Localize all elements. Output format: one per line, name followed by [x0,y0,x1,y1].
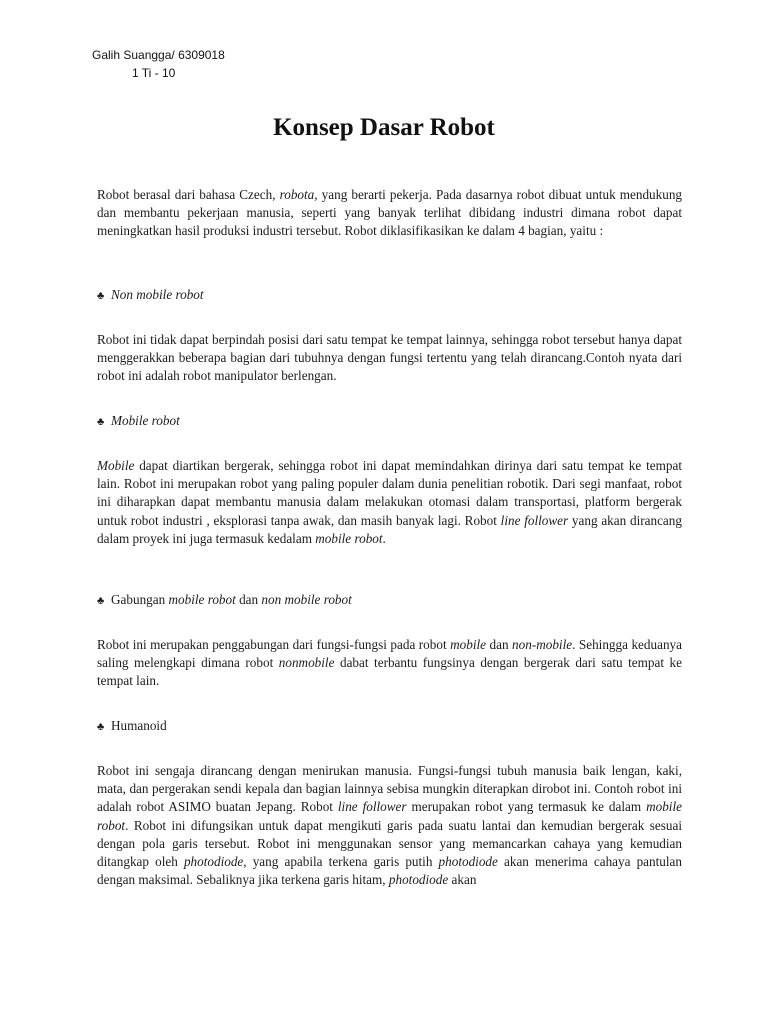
italic-run: line follower [337,799,407,815]
text-run: akan [448,872,477,888]
italic-run: nonmobile [278,655,335,671]
italic-run: photodiode [388,872,449,888]
italic-run: non mobile robot [261,592,352,607]
text-run: . [382,530,386,546]
bullet-heading-non-mobile [97,286,204,305]
heading-text: Humanoid [111,718,167,733]
intro-paragraph [97,186,682,241]
italic-run: photodiode [438,854,498,870]
italic-run: mobile robot [168,592,236,607]
club-bullet-icon: ♣ [97,290,105,302]
text-run: Robot ini sengaja dirancang dengan menirukan manusia. Fungsi-fungsi tubuh manusia baik lengan, kaki, mata, dan pergerakan sendi kepala dan bagian lainnya sebisa mungkin diterapkan dirobot ini. Contoh robot ini adalah robot ASIMO buatan Jepang. Robot [97,763,682,815]
text-run: merupakan robot yang termasuk ke dalam [406,799,647,815]
text-run: yang berarti pekerja. Pada dasarnya robot dibuat untuk mendukung dan membantu pekerjaan manusia, seperti yang banyak terlihat dibidang industri dimana robot dapat meningkatkan hasil produksi industri tersebut. Robot diklasifikasikan ke dalam 4 bagian, yaitu : [97,187,683,239]
document-header [92,46,225,82]
text-run: Robot berasal dari bahasa Czech, [97,187,280,202]
text-run: Robot ini merupakan penggabungan dari fungsi-fungsi pada robot [97,637,451,652]
italic-run: mobile [450,637,487,652]
text-run: dapat diartikan bergerak, sehingga robot ini dapat memindahkan dirinya dari satu tempat ke tempat lain. Robot ini merupakan robot yang paling populer dalam dunia penelitian robotik. Dari segi manfaat, robot ini diharapkan dapat membantu manusia dalam melakukan otomasi dalam transportasi, platform bergerak untuk robot industri , eksplorasi tanpa awak, dan masih banyak lagi. Robot [97,458,682,528]
club-bullet-icon: ♣ [97,595,105,607]
text-run: Gabungan [111,592,169,607]
text-run: , yang apabila terkena garis putih [243,854,439,870]
text-run: dabat terbantu fungsinya dengan bergerak dari satu tempat ke tempat lain. [97,655,682,689]
paragraph-gabungan [97,636,682,691]
text-run: yang akan dirancang dalam proyek ini juga termasuk kedalam [97,512,682,546]
italic-run: photodiode [183,854,244,870]
text-run: dan [235,592,262,607]
class-line: 1 Ti - 10 [132,66,176,80]
text-run: akan menerima cahaya pantulan dengan maksimal. Sebaliknya jika terkena garis hitam, [97,854,682,888]
club-bullet-icon: ♣ [97,416,105,428]
italic-run: non-mobile [512,637,573,652]
italic-run: mobile robot [315,530,383,546]
paragraph-non-mobile: Robot ini tidak dapat berpindah posisi dari satu tempat ke tempat lainnya, sehingga robot tersebut hanya dapat menggerakkan beberapa bagian dari tubuhnya dengan fungsi tertentu yang telah dirancang.Contoh nyata dari robot ini adalah robot manipulator berlengan. [97,332,682,384]
heading-text: Non mobile robot [111,287,204,302]
paragraph-mobile [97,457,682,548]
italic-run: Mobile [97,458,135,473]
author-line: Galih Suangga/ 6309018 [92,48,225,62]
italic-run: mobile robot [97,799,682,833]
bullet-heading-gabungan [97,591,352,610]
bullet-heading-mobile [97,412,180,431]
text-run: . Robot ini difungsikan untuk dapat mengikuti garis pada suatu lantai dan kemudian bergerak sesuai dengan pola garis tersebut. Robot ini menggunakan sensor yang memancarkan cahaya yang kemudian ditangkap oleh [97,817,682,870]
italic-run: robota, [279,187,318,202]
heading-text: Mobile robot [111,413,180,428]
club-bullet-icon: ♣ [97,721,105,733]
text-run: dan [486,637,513,652]
text-run: . Sehingga keduanya saling melengkapi dimana robot [97,637,682,671]
paragraph-humanoid [97,762,682,889]
bullet-heading-humanoid [97,717,167,736]
document-title: Konsep Dasar Robot [273,114,495,141]
italic-run: line follower [500,512,569,528]
